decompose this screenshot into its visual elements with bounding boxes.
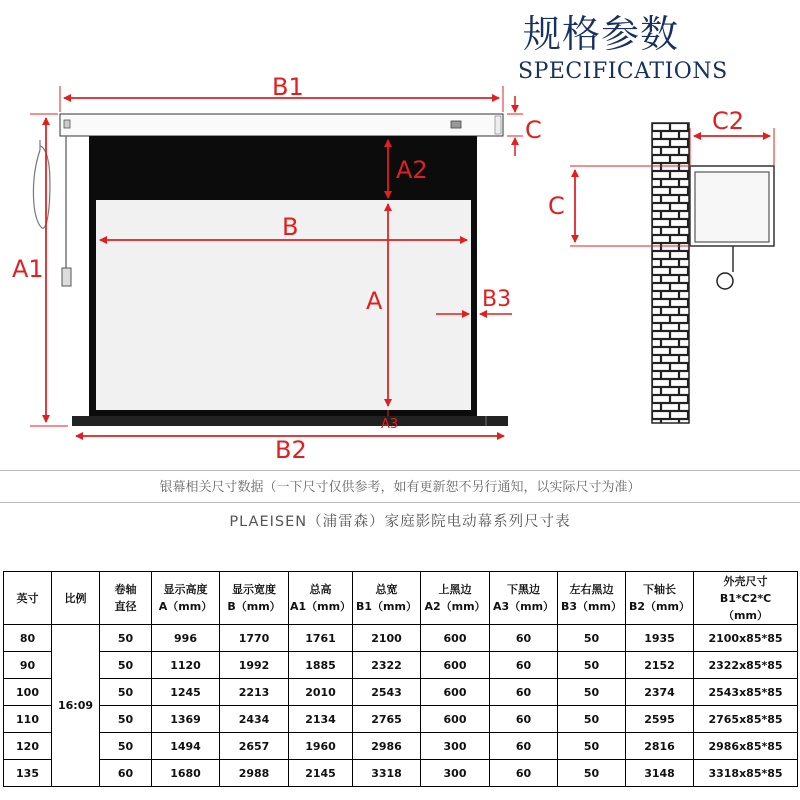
column-header-line: A1（mm） [289,600,352,613]
label-b: B [282,213,299,241]
column-header [100,572,152,625]
column-header [558,572,626,625]
column-header-line: 下轴长 [643,583,676,596]
table-cell: 2213 [220,679,289,706]
table-cell: 1960 [289,733,353,760]
table-cell: 50 [100,679,152,706]
label-c-top: C [525,116,542,144]
table-cell: 2100 [353,625,421,652]
table-cell: 50 [558,679,626,706]
column-header [220,572,289,625]
table-cell: 1761 [289,625,353,652]
label-b1: B1 [272,73,304,101]
table-cell: 1770 [220,625,289,652]
column-header-line: 卷轴 [114,583,137,596]
table-cell: 120 [4,733,52,760]
table-cell: 2765 [353,706,421,733]
table-cell: 2816 [626,733,694,760]
table-cell: 3318 [353,760,421,787]
column-header-line: B（mm） [227,600,281,613]
table-cell: 50 [558,706,626,733]
table-row [4,679,798,706]
column-header [4,572,52,625]
column-header [421,572,490,625]
table-cell: 50 [100,625,152,652]
bottom-bar [72,416,508,426]
divider-middle [0,502,800,503]
table-cell: 100 [4,679,52,706]
table-cell: 1245 [152,679,220,706]
table-title: PLAEISEN（浦雷森）家庭影院电动幕系列尺寸表 [229,514,571,530]
table-cell: 300 [421,760,490,787]
column-header-line: B1*C2*C [719,591,772,605]
brick-wall [652,123,689,423]
table-cell: 50 [100,706,152,733]
column-header-line: 英寸 [16,591,39,605]
table-cell: 2152 [626,652,694,679]
table-cell: 2322 [353,652,421,679]
screen-housing [60,114,503,136]
table-cell: 996 [152,625,220,652]
column-header [152,572,220,625]
table-cell: 600 [421,706,490,733]
table-cell: 600 [421,625,490,652]
table-cell: 60 [490,760,558,787]
table-cell: 2010 [289,679,353,706]
table-cell: 600 [421,679,490,706]
table-cell: 50 [100,733,152,760]
column-header-line: A3（mm） [492,600,555,613]
table-cell: 2434 [220,706,289,733]
column-header-line: 直径 [114,600,137,613]
table-cell: 60 [490,706,558,733]
table-cell: 2986 [353,733,421,760]
table-cell: 1369 [152,706,220,733]
column-header-line: A2（mm） [424,600,486,613]
table-cell: 60 [490,625,558,652]
table-row [4,706,798,733]
column-header [52,572,100,625]
table-cell: 50 [100,652,152,679]
table-cell: 2322x85*85 [694,652,798,679]
table-header-row [4,572,798,625]
label-c-side: C [548,192,565,220]
table-cell: 600 [421,652,490,679]
table-cell: 50 [558,652,626,679]
label-a3: A3 [381,417,399,432]
column-header [289,572,353,625]
table-cell: 3318x85*85 [694,760,798,787]
column-header-line: 显示高度 [163,583,208,596]
table-cell: 60 [490,733,558,760]
label-a2: A2 [396,156,428,184]
table-cell: 300 [421,733,490,760]
table-cell: 1885 [289,652,353,679]
page-title: 规格参数 [523,12,680,56]
column-header-line: 总宽 [375,583,398,596]
column-header-line: B2（mm） [629,600,690,613]
table-cell: 2595 [626,706,694,733]
page-subtitle-en: SPECIFICATIONS [518,59,728,84]
table-cell: 3148 [626,760,694,787]
column-header [694,572,798,625]
table-cell: 2543 [353,679,421,706]
table-cell: 110 [4,706,52,733]
table-cell: 1494 [152,733,220,760]
label-a: A [366,287,383,315]
table-row [4,625,798,652]
column-header [353,572,421,625]
disclaimer-note: 银幕相关尺寸数据（一下尺寸仅供参考，如有更新恕不另行通知，以实际尺寸为准） [159,480,641,495]
table-cell: 60 [490,652,558,679]
table-cell: 1120 [152,652,220,679]
table-cell: 2657 [220,733,289,760]
table-cell: 2134 [289,706,353,733]
table-cell: 1992 [220,652,289,679]
table-cell: 2145 [289,760,353,787]
column-header-line: A（mm） [158,600,213,613]
table-cell: 135 [4,760,52,787]
divider-top [0,470,800,471]
column-header-line: 显示宽度 [232,583,276,596]
table-cell: 2543x85*85 [694,679,798,706]
table-cell: 80 [4,625,52,652]
table-cell: 2988 [220,760,289,787]
table-row [4,760,798,787]
table-row [4,652,798,679]
column-header-line: 外壳尺寸 [723,574,768,588]
table-cell: 60 [100,760,152,787]
table-cell: 50 [558,760,626,787]
table-cell: 2100x85*85 [694,625,798,652]
housing-side-view [690,166,774,289]
table-row [4,733,798,760]
table-cell: 50 [558,625,626,652]
table-cell: 90 [4,652,52,679]
column-header-line: B1（mm） [356,600,417,613]
column-header-line: 上黑边 [438,583,472,596]
ratio-cell: 16:09 [52,625,100,787]
column-header [626,572,694,625]
column-header-line: 总高 [309,583,332,596]
column-header-line: （mm） [723,608,768,622]
label-a1: A1 [12,255,44,283]
table-cell: 1680 [152,760,220,787]
column-header-line: B3（mm） [561,600,622,613]
column-header-line: 比例 [64,591,87,605]
table-cell: 2374 [626,679,694,706]
label-b2: B2 [275,436,307,460]
label-c2: C2 [712,107,745,135]
column-header-line: 下黑边 [507,583,540,596]
table-cell: 1935 [626,625,694,652]
table-cell: 2765x85*85 [694,706,798,733]
table-cell: 60 [490,679,558,706]
size-spec-table [3,571,798,787]
column-header-line: 左右黑边 [569,583,614,596]
label-b3: B3 [482,287,512,312]
column-header [490,572,558,625]
table-cell: 2986x85*85 [694,733,798,760]
table-cell: 50 [558,733,626,760]
